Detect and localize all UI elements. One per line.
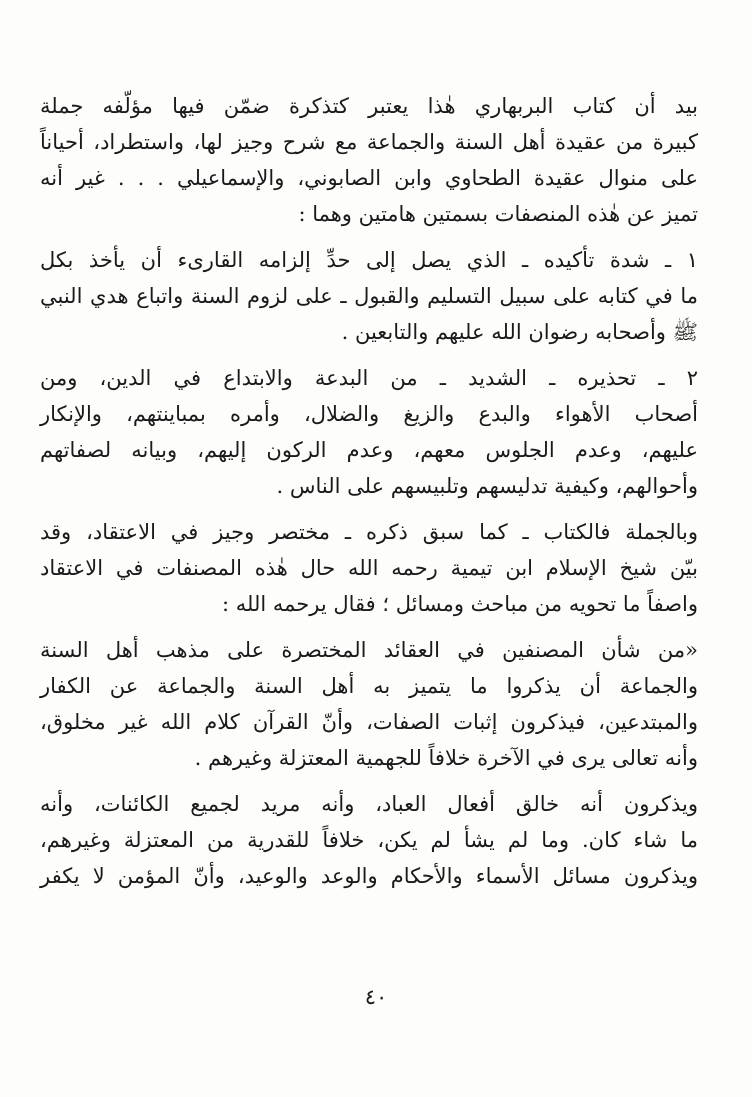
text-line: كبيرة من عقيدة أهل السنة والجماعة مع شرح وجيز لها، واستطراد، أحياناً xyxy=(40,130,698,154)
text-line: «من شأن المصنفين في العقائد المختصرة على مذهب أهل السنة xyxy=(40,638,698,662)
text-line: ويذكرون أنه خالق أفعال العباد، وأنه مريد لجميع الكائنات، وأنه xyxy=(40,792,698,816)
text-line: ويذكرون مسائل الأسماء والأحكام والوعد والوعيد، وأنّ المؤمن لا يكفر xyxy=(40,864,698,888)
text-line: بيد أن كتاب البربهاري هٰذا يعتبر كتذكرة ضمّن فيها مؤلّفه جملة xyxy=(40,94,698,118)
paragraph-point-two xyxy=(40,360,698,504)
text-line: واصفاً ما تحويه من مباحث ومسائل ؛ فقال يرحمه الله : xyxy=(222,592,698,616)
text-line: بيّن شيخ الإسلام ابن تيمية رحمه الله حال هٰذه المصنفات في الاعتقاد xyxy=(40,556,698,580)
text-line: وبالجملة فالكتاب ـ كما سبق ذكره ـ مختصر وجيز في الاعتقاد، وقد xyxy=(40,520,698,544)
text-line: على منوال عقيدة الطحاوي وابن الصابوني، والإسماعيلي . . . غير أنه xyxy=(40,166,698,190)
paragraph-continuation xyxy=(40,786,698,894)
page-number: ٤٠ xyxy=(364,985,388,1009)
paragraph-summary xyxy=(40,514,698,622)
text-line: وأحوالهم، وكيفية تدليسهم وتلبيسهم على الناس . xyxy=(276,474,698,498)
text-line: ﷺ وأصحابه رضوان الله عليهم والتابعين . xyxy=(341,320,698,344)
text-line: والمبتدعين، فيذكرون إثبات الصفات، وأنّ القرآن كلام الله غير مخلوق، xyxy=(40,710,698,734)
text-line: ١ ـ شدة تأكيده ـ الذي يصل إلى حدِّ إلزامه القارىء أن يأخذ بكل xyxy=(40,248,698,272)
page-body-text xyxy=(40,88,698,904)
text-line: عليهم، وعدم الجلوس معهم، وعدم الركون إليهم، وبيانه لصفاتهم xyxy=(40,438,698,462)
text-line: أصحاب الأهواء والبدع والزيغ والضلال، وأمره بمباينتهم، والإنكار xyxy=(40,402,698,426)
text-line: والجماعة أن يذكروا ما يتميز به أهل السنة والجماعة عن الكفار xyxy=(40,674,698,698)
text-line: ما في كتابه على سبيل التسليم والقبول ـ على لزوم السنة واتباع هدي النبي xyxy=(40,284,698,308)
paragraph-intro xyxy=(40,88,698,232)
text-line: تميز عن هٰذه المنصفات بسمتين هامتين وهما : xyxy=(298,202,698,226)
text-line: وأنه تعالى يرى في الآخرة خلافاً للجهمية المعتزلة وغيرهم . xyxy=(194,746,698,770)
text-line: ٢ ـ تحذيره ـ الشديد ـ من البدعة والابتداع في الدين، ومن xyxy=(40,366,698,390)
paragraph-point-one xyxy=(40,242,698,350)
text-line: ما شاء كان. وما لم يشأ لم يكن، خلافاً للقدرية من المعتزلة وغيرهم، xyxy=(40,828,698,852)
paragraph-quote xyxy=(40,632,698,776)
